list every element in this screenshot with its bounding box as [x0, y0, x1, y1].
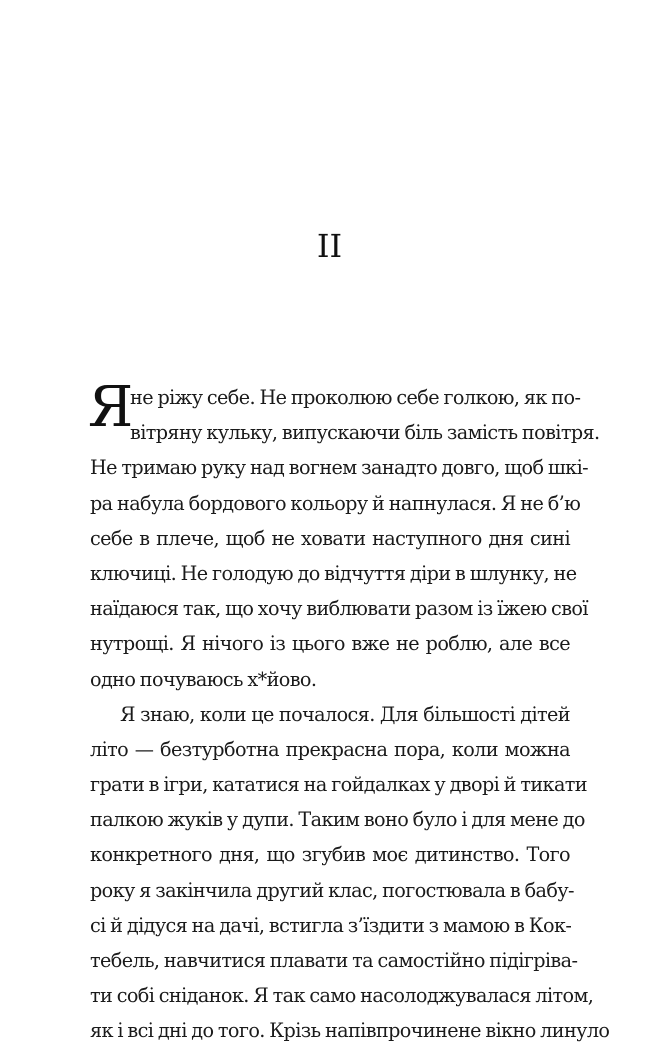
paragraph-1 [88, 375, 600, 697]
text-line: нутрощі. Я нічого із цього вже не роблю, але все [90, 632, 570, 656]
drop-cap: Я [88, 375, 134, 440]
text-line: Не тримаю руку над вогнем занадто довго, щоб шкі- [90, 456, 588, 480]
text-line: конкретного дня, що згубив моє дитинство. Того [90, 843, 570, 867]
text-line: вітряну кульку, випускаючи біль замість повітря. [130, 421, 600, 445]
text-line: як і всі дні до того. Крізь напівпрочинене вікно линуло [90, 1019, 610, 1043]
text-line: Я знаю, коли це почалося. Для більшості дітей [120, 702, 570, 726]
text-line: ключиці. Не голодую до відчуття діри в шлунку, не [90, 561, 577, 585]
text-line: одно почуваюсь х*йово. [90, 667, 317, 691]
paragraph-2 [90, 697, 610, 1049]
text-line: сі й дідуся на дачі, встигла з’їздити з мамою в Кок- [90, 913, 572, 937]
text-line: грати в ігри, кататися на гойдалках у дворі й тикати [90, 773, 587, 797]
text-line: себе в плече, щоб не ховати наступного дня сині [90, 526, 570, 550]
text-line: ра набула бордового кольору й напнулася. Я не б’ю [90, 491, 581, 515]
text-line: наїдаюся так, що хочу виблювати разом із їжею свої [90, 597, 588, 621]
body-text [88, 375, 610, 1049]
text-line: ти собі сніданок. Я так само насолоджувалася літом, [90, 984, 594, 1008]
text-line: палкою жуків у дупи. Таким воно було і для мене до [90, 808, 585, 832]
text-line: року я закінчила другий клас, погостювала в бабу- [90, 878, 574, 902]
text-line: не ріжу себе. Не проколюю себе голкою, як по- [130, 386, 581, 409]
text-line: літо — безтурботна прекрасна пора, коли можна [90, 737, 570, 761]
text-line: тебель, навчитися плавати та самостійно підігріва- [90, 949, 578, 972]
chapter-number: II [316, 227, 343, 265]
